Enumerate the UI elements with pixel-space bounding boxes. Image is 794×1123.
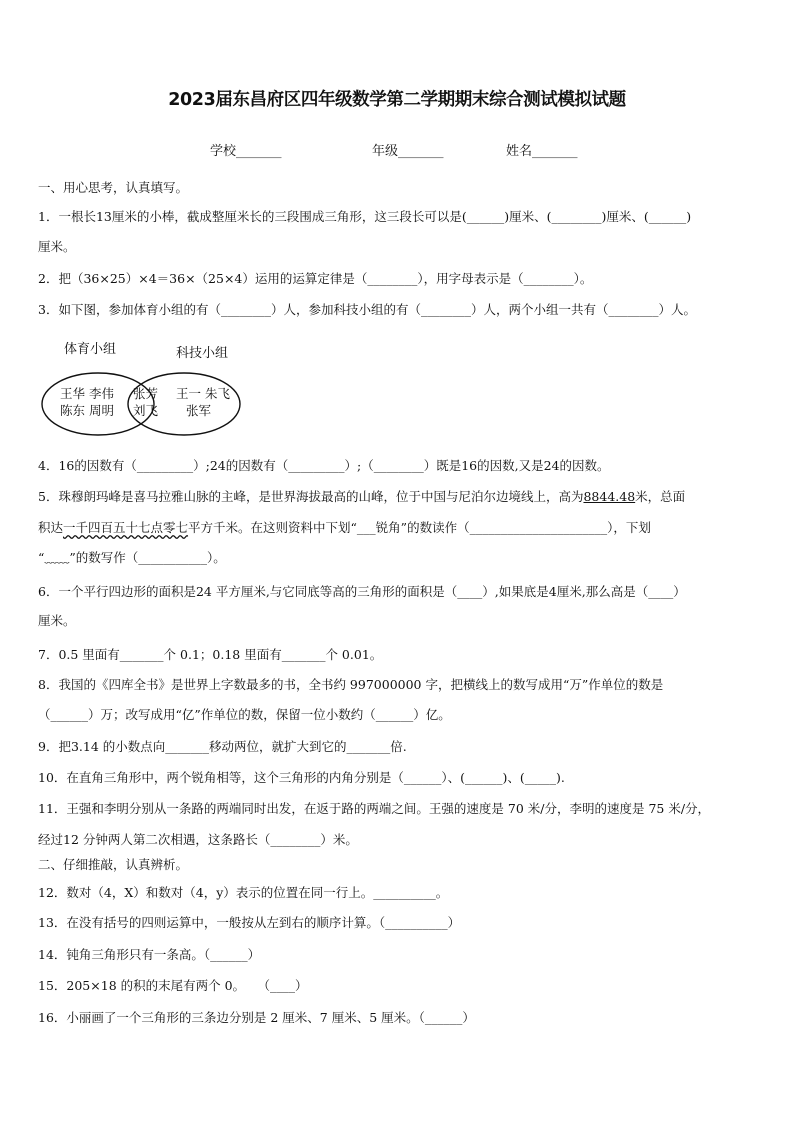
question-12: 12．数对（4，X）和数对（4，y）表示的位置在同一行上。__________。 (38, 885, 449, 900)
question-14: 14．钝角三角形只有一条高。（______） (38, 947, 261, 962)
section-heading-one: 一、用心思考，认真填写。 (38, 180, 189, 195)
question-11-line-1: 11．王强和李明分别从一条路的两端同时出发，在返于路的两端之间。王强的速度是 70 米/分，李明的速度是 75 米/分， (38, 801, 711, 816)
question-4: 4．16的因数有（_________）;24的因数有（_________）;（________）既是16的因数,又是24的因数。 (38, 458, 610, 473)
question-5-line-1 (38, 488, 760, 506)
name-field: 姓名_______ (506, 144, 578, 159)
question-5-text-a: 5．珠穆朗玛峰是喜马拉雅山脉的主峰，是世界海拔最高的山峰，位于中国与尼泊尔边境线上，高为 (38, 489, 584, 504)
question-5-text-d: 平方千米。在这则资料中下划“___锐角”的数读作（______________________），下划 (188, 520, 651, 535)
question-5-text-b: 米，总面 (635, 489, 686, 504)
question-15: 15．205×18 的积的末尾有两个 0。 （____） (38, 978, 308, 993)
science-group-label: 科技小组 (176, 346, 229, 361)
question-8-line-2: （______）万；改写成用“亿”作单位的数，保留一位小数约（______）亿。 (38, 707, 451, 722)
venn-diagram (40, 336, 250, 444)
question-16: 16．小丽画了一个三角形的三条边分别是 2 厘米、7 厘米、5 厘米。（______） (38, 1010, 475, 1025)
school-field: 学校_______ (210, 144, 282, 159)
question-1-line-2: 厘米。 (38, 239, 76, 254)
question-9: 9．把3.14 的小数点向_______移动两位，就扩大到它的_______倍. (38, 739, 407, 754)
question-5-line-3: “﹏﹏”的数写作（___________）。 (38, 550, 226, 565)
question-13: 13．在没有括号的四则运算中，一般按从左到右的顺序计算。（__________） (38, 915, 461, 930)
question-2: 2．把（36×25）×4＝36×（25×4）运用的运算定律是（________），用字母表示是（________）。 (38, 271, 593, 286)
question-6-line-1: 6．一个平行四边形的面积是24 平方厘米,与它同底等高的三角形的面积是（____）,如果底是4厘米,那么高是（____） (38, 584, 686, 599)
both-groups-names-row-2: 刘飞 (133, 403, 159, 418)
question-3: 3．如下图，参加体育小组的有（________）人，参加科技小组的有（________）人，两个小组一共有（________）人。 (38, 302, 696, 317)
question-10: 10．在直角三角形中，两个锐角相等，这个三角形的内角分别是（______）、(______)、(_____). (38, 770, 565, 785)
question-5-line-2 (38, 519, 760, 537)
science-only-names-row-2: 张军 (186, 403, 212, 418)
question-5-text-c: 积达 (38, 520, 64, 535)
sports-only-names-row-1: 王华 李伟 (60, 386, 114, 401)
sports-group-label: 体育小组 (64, 342, 117, 357)
science-only-names-row-1: 王一 朱飞 (176, 386, 230, 401)
question-8-line-1: 8．我国的《四库全书》是世界上字数最多的书，全书约 997000000 字，把横线上的数写成用“万”作单位的数是 (38, 677, 664, 692)
question-6-line-2: 厘米。 (38, 613, 76, 628)
everest-height-value: 8844.48 (583, 489, 636, 504)
both-groups-names-row-1: 张芳 (133, 386, 159, 401)
question-1-line-1: 1．一根长13厘米的小棒，截成整厘米长的三段围成三角形，这三段长可以是(______)厘米、(________)厘米、(______) (38, 209, 692, 224)
grade-field: 年级_______ (372, 144, 444, 159)
page-title: 2023届东昌府区四年级数学第二学期期末综合测试模拟试题 (168, 90, 626, 110)
section-heading-two: 二、仔细推敲，认真辨析。 (38, 857, 189, 872)
sports-only-names-row-2: 陈东 周明 (60, 403, 114, 418)
question-11-line-2: 经过12 分钟两人第二次相遇，这条路长（________）米。 (38, 832, 358, 847)
question-7: 7．0.5 里面有_______个 0.1；0.18 里面有_______个 0.01。 (38, 647, 383, 662)
everest-area-value: 一千四百五十七点零七 (63, 520, 189, 535)
